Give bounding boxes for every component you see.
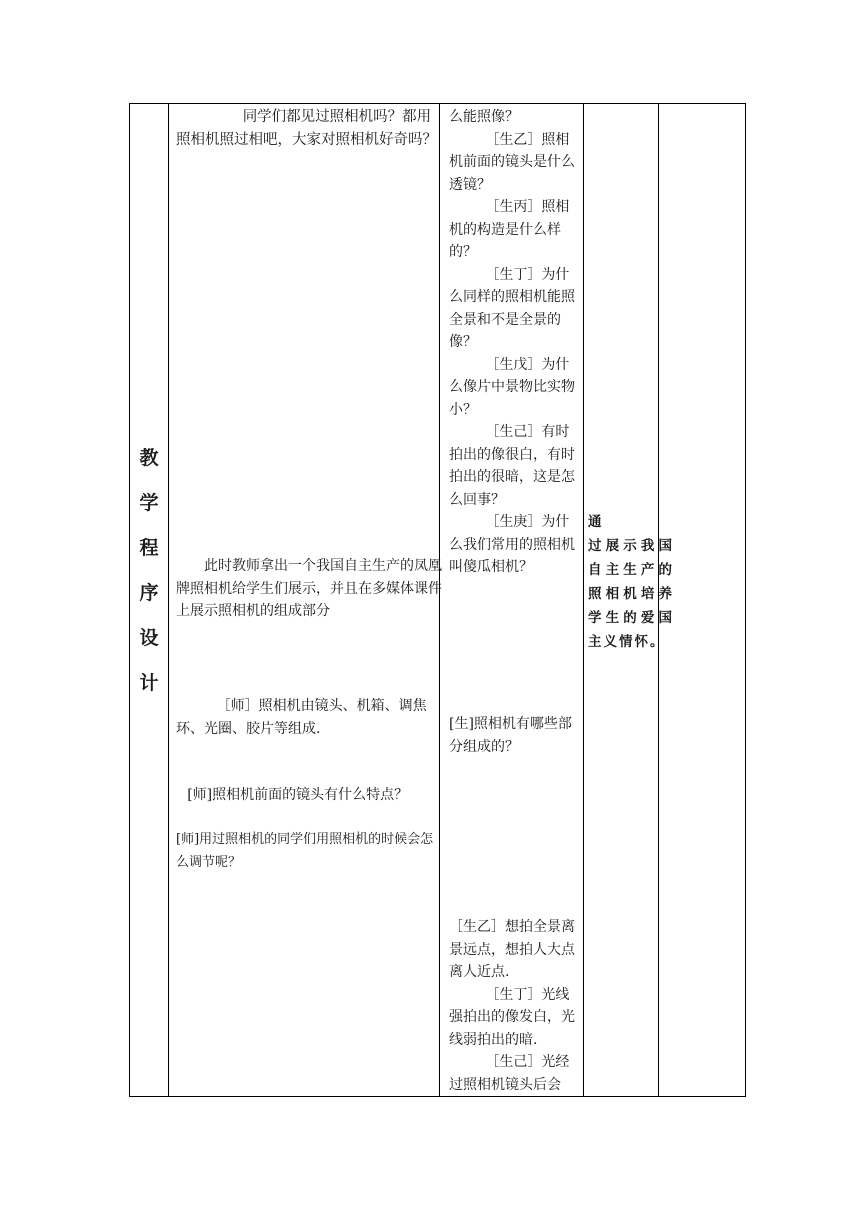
student-answer: ［生己］光经过照相机镜头后会 — [449, 1054, 570, 1093]
teacher-question-adjust: [师]用过照相机的同学们用照相机的时候会怎么调节呢？ — [176, 832, 434, 870]
design-intent-first: 通 — [588, 514, 604, 530]
section-label-char: 教 — [139, 447, 159, 469]
column-divider — [168, 104, 169, 1096]
student-question: 么能照像？ — [449, 109, 519, 125]
lesson-table — [129, 103, 746, 1097]
section-label-char: 学 — [139, 492, 159, 514]
student-question: ［生丁］为什么同样的照相机能照全景和不是全景的像？ — [449, 266, 575, 350]
design-intent-text: 过展示我国自主生产的照相机培养学生的爱国主义情怀。 — [588, 538, 674, 650]
teacher-intro: 同学们都见过照相机吗？都用照相机照过相吧，大家对照相机好奇吗？ — [176, 109, 437, 148]
section-label-char: 计 — [139, 672, 159, 694]
student-question: ［生乙］照相机前面的镜头是什么透镜？ — [449, 131, 575, 193]
student-question: ［生丙］照相机的构造是什么样的？ — [449, 199, 570, 260]
section-label-char: 程 — [139, 537, 159, 559]
section-label-char: 设 — [139, 627, 159, 649]
teacher-camera-parts: ［师］照相机由镜头、机箱、调焦环、光圈、胶片等组成. — [176, 698, 427, 737]
student-answers — [449, 916, 579, 1096]
student-answer: ［生乙］想拍全景离景远点，想拍人大点离人近点. — [449, 919, 575, 980]
student-questions — [449, 106, 579, 579]
section-label-char: 序 — [139, 582, 159, 604]
student-question: ［生庚］为什么我们常用的照相机叫傻瓜相机？ — [449, 514, 575, 575]
student-question: ［生己］有时拍出的像很白，有时拍出的很暗，这是怎么回事？ — [449, 424, 575, 508]
section-label — [130, 104, 168, 1096]
teacher-demo: 此时教师拿出一个我国自主生产的凤凰牌照相机给学生们展示，并且在多媒体课件上展示照相机的组成部分 — [176, 558, 442, 619]
student-question-parts: [生]照相机有哪些部分组成的？ — [449, 716, 572, 755]
student-answer: ［生丁］光线强拍出的像发白，光线弱拍出的暗. — [449, 986, 575, 1048]
column-divider — [583, 104, 584, 1096]
teacher-question-lens: [师]照相机前面的镜头有什么特点？ — [187, 787, 409, 803]
design-intent — [588, 510, 674, 654]
student-question: ［生戊］为什么像片中景物比实物小？ — [449, 356, 575, 418]
